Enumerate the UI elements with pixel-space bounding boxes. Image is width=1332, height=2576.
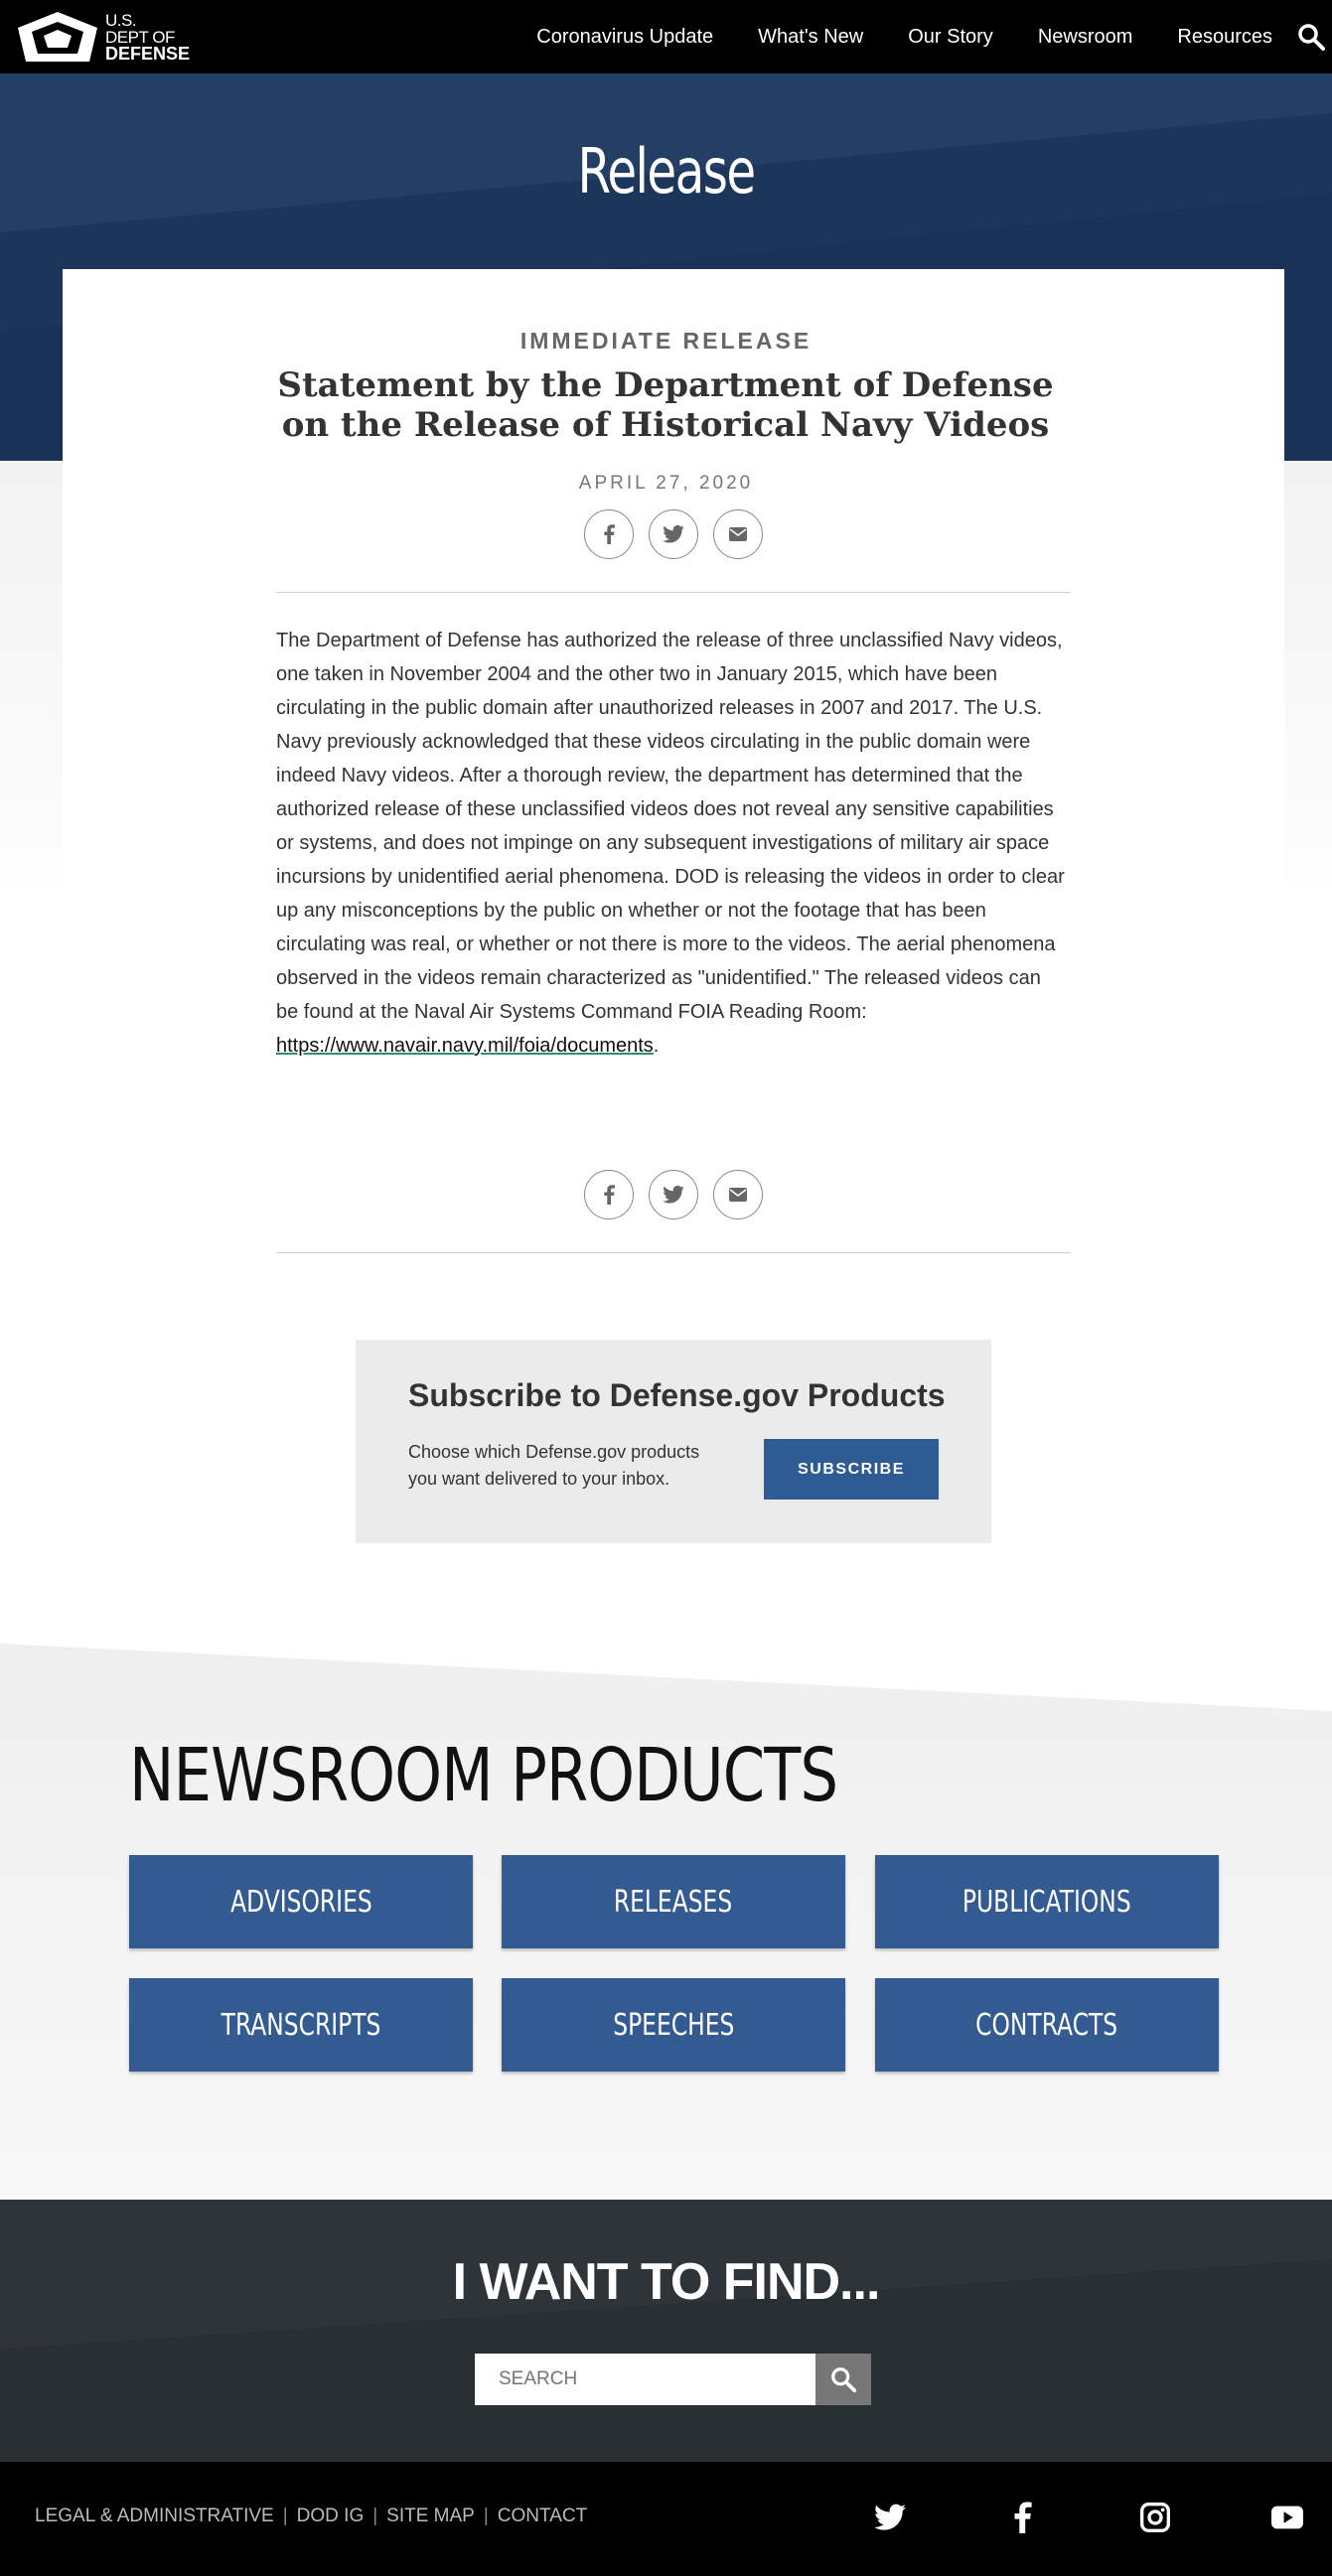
twitter-icon[interactable]: [874, 2502, 906, 2533]
share-bar-top: [584, 509, 763, 559]
email-share-button-bottom[interactable]: [713, 1170, 763, 1219]
instagram-icon[interactable]: [1139, 2502, 1171, 2533]
foia-link[interactable]: https://www.navair.navy.mil/foia/documents: [276, 1035, 654, 1057]
pentagon-icon: [14, 8, 101, 66]
site-search-button[interactable]: [815, 2354, 871, 2405]
newsroom-products-title: NEWSROOM PRODUCTS: [129, 1733, 838, 1818]
facebook-share-button[interactable]: [584, 509, 634, 559]
dod-logo[interactable]: [14, 8, 203, 66]
article-body-text: The Department of Defense has authorized the release of three unclassified Navy videos, one taken in November 2004 and the other two in January 2015, which have been circulating in the public domain after unauthorized releases in 2007 and 2017. The U.S. Navy previously acknowledged that these videos circulating in the public domain were indeed Navy videos. After a thorough review, the department has determined that the authorized release of these unclassified videos does not reveal any sensitive capabilities or systems, and does not impinge on any subsequent investigations of military air space incursions by unidentified aerial phenomena. DOD is releasing the videos in order to clear up any misconceptions by the public on whether or not the footage that has been circulating was real, or whether or not there is more to the videos. The aerial phenomena observed in the videos remain characterized as "unidentified." The released videos can be found at the Naval Air Systems Command FOIA Reading Room:: [276, 630, 1065, 1023]
divider-bottom: [276, 1252, 1071, 1253]
product-label: RELEASES: [614, 1884, 733, 1920]
article-body: [276, 624, 1066, 1063]
find-section: [0, 2200, 1332, 2462]
nav-our-story[interactable]: Our Story: [908, 25, 993, 48]
divider-top: [276, 592, 1071, 593]
logo-line-2: DEPT OF: [105, 27, 175, 47]
product-contracts-button[interactable]: [875, 1978, 1219, 2072]
twitter-share-button-bottom[interactable]: [649, 1170, 698, 1219]
product-label: TRANSCRIPTS: [221, 2007, 381, 2043]
twitter-share-button[interactable]: [649, 509, 698, 559]
find-title: I WANT TO FIND...: [452, 2253, 880, 2311]
find-background: [0, 2200, 1332, 2462]
article-title: Statement by the Department of Defense on the Release of Historical Navy Videos: [277, 365, 1054, 445]
footer: [0, 2462, 1332, 2576]
logo-text: [105, 12, 190, 63]
subscribe-box: [356, 1340, 991, 1543]
search-icon[interactable]: [1296, 22, 1326, 52]
product-label: ADVISORIES: [229, 1884, 372, 1920]
hero-title: Release: [577, 135, 755, 208]
nav-resources[interactable]: Resources: [1177, 25, 1272, 48]
facebook-icon[interactable]: [1006, 2502, 1038, 2533]
search-icon: [829, 2365, 857, 2393]
footer-links: [35, 2505, 587, 2527]
product-label: PUBLICATIONS: [962, 1884, 1131, 1920]
facebook-share-button-bottom[interactable]: [584, 1170, 634, 1219]
product-label: SPEECHES: [612, 2007, 735, 2043]
subscribe-button[interactable]: SUBSCRIBE: [764, 1439, 939, 1500]
footer-separator: |: [282, 2505, 288, 2526]
product-label: CONTRACTS: [975, 2007, 1118, 2043]
link-suffix: .: [653, 1035, 660, 1057]
footer-legal-link[interactable]: LEGAL & ADMINISTRATIVE: [35, 2505, 274, 2526]
facebook-icon: [603, 1185, 615, 1205]
product-transcripts-button[interactable]: [129, 1978, 473, 2072]
release-kicker: IMMEDIATE RELEASE: [519, 328, 813, 354]
email-icon: [729, 527, 747, 541]
footer-separator: |: [372, 2505, 378, 2526]
nav-coronavirus-update[interactable]: Coronavirus Update: [536, 25, 714, 48]
footer-contact-link[interactable]: CONTACT: [497, 2505, 588, 2526]
top-navigation: [0, 0, 1332, 73]
main-nav: [492, 0, 1272, 73]
subscribe-text: Choose which Defense.gov products you want delivered to your inbox.: [408, 1442, 700, 1489]
footer-separator: |: [483, 2505, 489, 2526]
footer-dodig-link[interactable]: DOD IG: [296, 2505, 365, 2526]
email-share-button[interactable]: [713, 509, 763, 559]
logo-line-1: U.S.: [105, 10, 137, 30]
footer-sitemap-link[interactable]: SITE MAP: [386, 2505, 475, 2526]
subscribe-title: Subscribe to Defense.gov Products: [408, 1377, 946, 1413]
product-speeches-button[interactable]: [502, 1978, 845, 2072]
article-date: APRIL 27, 2020: [578, 473, 754, 494]
product-advisories-button[interactable]: [129, 1855, 473, 1948]
product-publications-button[interactable]: [875, 1855, 1219, 1948]
share-bar-bottom: [584, 1170, 763, 1219]
nav-newsroom[interactable]: Newsroom: [1037, 25, 1133, 48]
twitter-icon: [663, 1186, 684, 1204]
logo-line-3: DEFENSE: [105, 43, 191, 64]
email-icon: [729, 1188, 747, 1202]
youtube-icon[interactable]: [1271, 2502, 1303, 2533]
products-diagonal: [0, 1644, 1332, 1723]
site-search-input[interactable]: [475, 2354, 815, 2405]
nav-whats-new[interactable]: What's New: [758, 25, 864, 48]
twitter-icon: [663, 525, 684, 543]
product-releases-button[interactable]: [502, 1855, 845, 1948]
facebook-icon: [603, 524, 615, 544]
